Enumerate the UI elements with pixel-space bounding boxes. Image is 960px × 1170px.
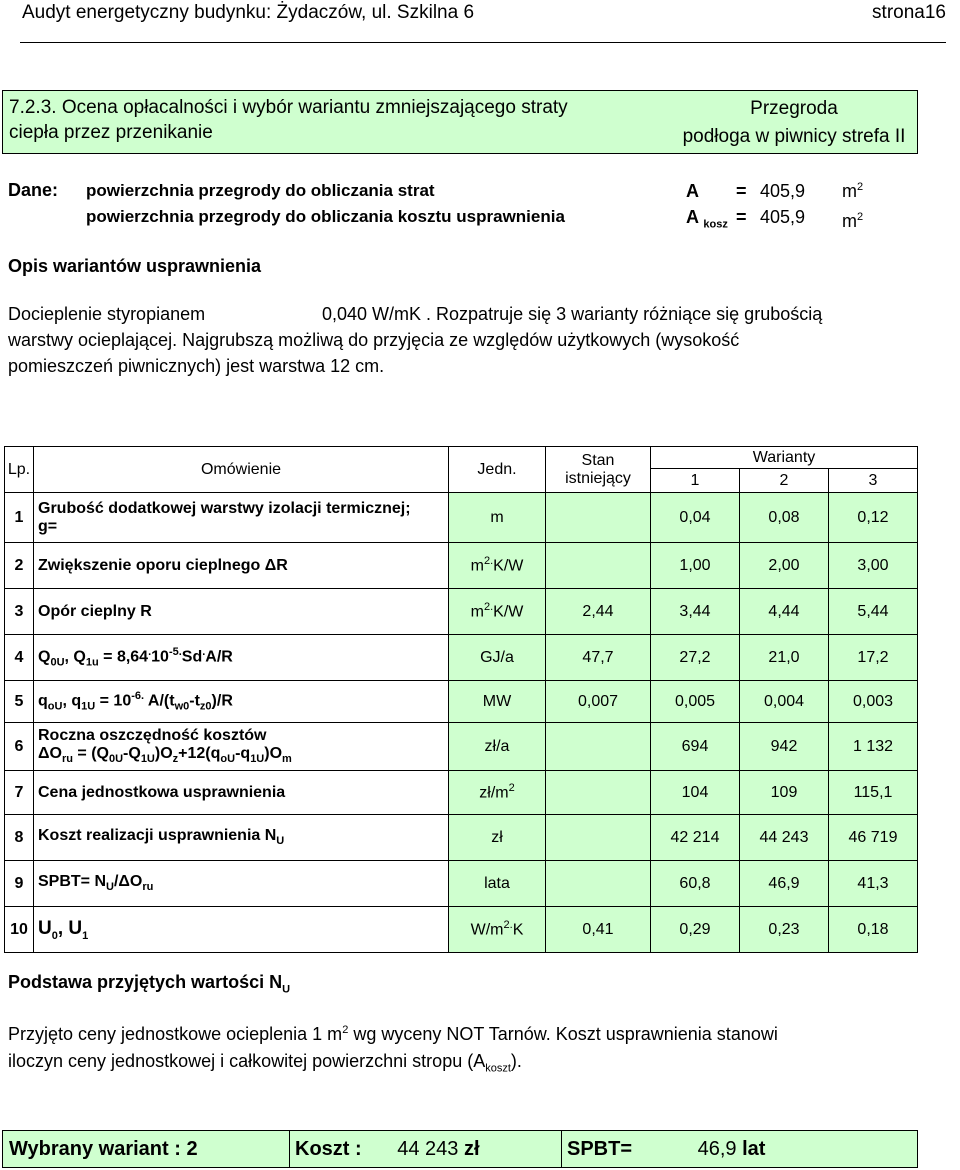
spbt-unit: lat [742, 1138, 766, 1160]
basis-heading-text: Podstawa przyjętych wartości N [8, 972, 283, 992]
row-v2: 0,08 [740, 493, 829, 543]
cost-value: 44 243 [397, 1138, 459, 1160]
header-v3: 3 [829, 469, 918, 493]
given-row1-unit [842, 181, 863, 202]
row-stan [546, 815, 651, 861]
row-desc-sub: U [276, 835, 285, 848]
row-unit: zł [449, 815, 546, 861]
row-v1: 60,8 [651, 861, 740, 907]
unit-part: m [470, 557, 484, 575]
row-unit: m [449, 493, 546, 543]
chosen-label: Wybrany wariant : [9, 1138, 181, 1160]
spbt-label: SPBT= [567, 1138, 633, 1160]
unit-sup: 2. [483, 555, 494, 568]
row-unit [449, 589, 546, 635]
row-number: 1 [5, 493, 34, 543]
given-row1-value: 405,9 [760, 181, 806, 201]
header-lp: Lp. [5, 447, 34, 493]
row-unit [449, 907, 546, 953]
partition-label: Przegroda [750, 98, 838, 119]
row-v2: 109 [740, 771, 829, 815]
header-stan [546, 447, 651, 493]
summary-spbt [561, 1131, 917, 1167]
row-v3: 5,44 [829, 589, 918, 635]
row-v2: 21,0 [740, 635, 829, 681]
row-number: 7 [5, 771, 34, 815]
table-row [5, 907, 918, 953]
variants-heading: Opis wariantów usprawnienia [8, 256, 262, 276]
summary-chosen [3, 1131, 290, 1167]
row-desc-line2: $\Delta O_{ru} = (Q_{0U}-Q_{1U})O_z+12(q_{oU}-q_{1U})O_m$ [38, 745, 292, 766]
unit-part: K/W [493, 557, 524, 575]
partition-value: podłoga w piwnicy strefa II [682, 126, 906, 147]
table-row [5, 723, 918, 771]
header-stan-line2: istniejący [565, 469, 631, 487]
unit-sup: 2 [508, 782, 515, 795]
row-v2: 942 [740, 723, 829, 771]
row-v3: 3,00 [829, 543, 918, 589]
row-v2: 0,004 [740, 681, 829, 723]
row-desc-line1: Grubość dodatkowej warstwy izolacji termicznej; [38, 499, 411, 517]
row-v3: 115,1 [829, 771, 918, 815]
table-row [5, 861, 918, 907]
row-v1: 3,44 [651, 589, 740, 635]
row-v1: 0,005 [651, 681, 740, 723]
row-desc: SPBT= $N_U/\Delta O_{ru}$ [34, 861, 449, 907]
header-stan-line1: Stan [581, 451, 615, 469]
row-stan [546, 861, 651, 907]
summary-cost [289, 1131, 562, 1167]
row-v3: 41,3 [829, 861, 918, 907]
basis-heading [8, 972, 290, 996]
row-number: 2 [5, 543, 34, 589]
table-row [5, 543, 918, 589]
header-v1: 1 [651, 469, 740, 493]
header-v2: 2 [740, 469, 829, 493]
unit-part: W/m [470, 921, 504, 939]
row-unit: zł/a [449, 723, 546, 771]
unit-part: K/W [493, 603, 524, 621]
spbt-value: 46,9 [697, 1138, 737, 1160]
row-number: 8 [5, 815, 34, 861]
given-row2-symbol [686, 207, 728, 231]
row-desc-line2: g= [38, 517, 58, 535]
row-desc: $U_0$, $U_1$ [34, 907, 449, 953]
given-label: Dane: [8, 180, 59, 200]
row-v3: 0,18 [829, 907, 918, 953]
row-stan [546, 493, 651, 543]
row-unit [449, 543, 546, 589]
row-desc: Opór cieplny R [34, 589, 449, 635]
row-number: 3 [5, 589, 34, 635]
basis-line1-b: wg wyceny NOT Tarnów. Koszt usprawnienia stanowi [348, 1024, 778, 1044]
row-v1: 0,29 [651, 907, 740, 953]
variants-line1b: 0,040 W/mK . Rozpatruje się 3 warianty różniące się grubością [322, 304, 823, 324]
row-v3: 1 132 [829, 723, 918, 771]
row-v3: 46 719 [829, 815, 918, 861]
chosen-value: 2 [186, 1138, 198, 1160]
row-stan: 47,7 [546, 635, 651, 681]
given-row2-eq: = [736, 207, 747, 227]
row-desc-text: Koszt realizacji usprawnienia N [38, 827, 277, 845]
row-v2: 2,00 [740, 543, 829, 589]
page-number: strona16 [872, 2, 946, 23]
basis-line2-b: ). [510, 1051, 522, 1071]
given-row1-eq: = [736, 181, 747, 201]
table-row [5, 771, 918, 815]
given-row2-unit [842, 211, 863, 232]
basis-line2-sub: koszt [485, 1062, 511, 1075]
header-unit: Jedn. [449, 447, 546, 493]
row-unit: GJ/a [449, 635, 546, 681]
basis-line1 [8, 1024, 778, 1045]
unit-part: zł/m [479, 784, 509, 802]
row-v1: 104 [651, 771, 740, 815]
table-row [5, 815, 918, 861]
unit-sup: 2. [503, 919, 513, 932]
table-row [5, 589, 918, 635]
basis-line2-a: iloczyn ceny jednostkowej i całkowitej powierzchni stropu (A [8, 1051, 486, 1071]
summary-bar [2, 1130, 918, 1168]
row-number: 10 [5, 907, 34, 953]
header-rule [20, 42, 946, 43]
variants-line1a: Docieplenie styropianem [8, 304, 206, 324]
row-stan: 0,41 [546, 907, 651, 953]
given-row1-symbol: A [686, 181, 699, 201]
cost-unit: zł [463, 1138, 480, 1160]
section-title-line1: 7.2.3. Ocena opłacalności i wybór wariantu zmniejszającego straty [9, 97, 568, 118]
header-variants: Warianty [651, 447, 918, 469]
row-v2: 46,9 [740, 861, 829, 907]
table-row [5, 493, 918, 543]
row-desc: Zwiększenie oporu cieplnego ΔR [34, 543, 449, 589]
row-number: 6 [5, 723, 34, 771]
given-row2-value: 405,9 [760, 207, 806, 227]
row-v1: 0,04 [651, 493, 740, 543]
given-row1-text: powierzchnia przegrody do obliczania strat [86, 181, 435, 200]
row-stan [546, 771, 651, 815]
unit-part: K [512, 921, 524, 939]
basis-heading-sub: U [282, 983, 291, 996]
row-desc [34, 723, 449, 771]
row-v1: 1,00 [651, 543, 740, 589]
row-stan: 2,44 [546, 589, 651, 635]
header-desc: Omówienie [34, 447, 449, 493]
row-number: 5 [5, 681, 34, 723]
table-row [5, 635, 918, 681]
given-row2-text: powierzchnia przegrody do obliczania kosztu usprawnienia [86, 207, 565, 226]
symbol-a: A [686, 207, 699, 227]
unit-sup: 2. [483, 601, 494, 614]
basis-line1-sup: 2 [342, 1024, 349, 1036]
row-v2: 0,23 [740, 907, 829, 953]
row-desc-line1: Roczna oszczędność kosztów [38, 727, 267, 745]
variants-line3: pomieszczeń piwnicznych) jest warstwa 12 cm. [8, 356, 385, 376]
row-v1: 42 214 [651, 815, 740, 861]
row-number: 9 [5, 861, 34, 907]
row-v2: 44 243 [740, 815, 829, 861]
row-stan [546, 543, 651, 589]
unit-part: m [470, 603, 484, 621]
row-stan [546, 723, 651, 771]
row-stan: 0,007 [546, 681, 651, 723]
unit-m: m [842, 211, 857, 231]
row-v2: 4,44 [740, 589, 829, 635]
basis-line1-a: Przyjęto ceny jednostkowe ocieplenia 1 m [8, 1024, 343, 1044]
row-unit: lata [449, 861, 546, 907]
variants-table [4, 446, 918, 953]
symbol-sub: kosz [703, 218, 728, 231]
row-v3: 17,2 [829, 635, 918, 681]
table-header-row [5, 447, 918, 469]
document-title: Audyt energetyczny budynku: Żydaczów, ul. Szkilna 6 [22, 2, 475, 23]
row-v3: 0,12 [829, 493, 918, 543]
table-row [5, 681, 918, 723]
unit-m: m [842, 181, 857, 201]
basis-line2 [8, 1051, 522, 1075]
cost-label: Koszt : [295, 1138, 362, 1160]
row-desc: Cena jednostkowa usprawnienia [34, 771, 449, 815]
row-v1: 694 [651, 723, 740, 771]
row-v1: 27,2 [651, 635, 740, 681]
row-unit: MW [449, 681, 546, 723]
variants-line2: warstwy ocieplającej. Najgrubszą możliwą do przyjęcia ze względów użytkowych (wysokość [8, 330, 740, 350]
section-title-line2: ciepła przez przenikanie [9, 122, 213, 143]
section-title-box [2, 90, 918, 154]
partition-info [679, 95, 909, 151]
row-v3: 0,003 [829, 681, 918, 723]
unit-sup: 2 [857, 211, 864, 223]
row-desc: $q_{oU}$, $q_{1U} = 10^{-6.}$ $A/(t_{w0}-t_{z0})/R$ [34, 681, 449, 723]
row-unit [449, 771, 546, 815]
section-title [9, 95, 629, 145]
row-number: 4 [5, 635, 34, 681]
unit-sup: 2 [857, 181, 864, 193]
row-desc [34, 815, 449, 861]
row-desc: $Q_{0U}$, $Q_{1u} = 8,64^.10^{-5.}Sd^.A/R$ [34, 635, 449, 681]
row-desc [34, 493, 449, 543]
